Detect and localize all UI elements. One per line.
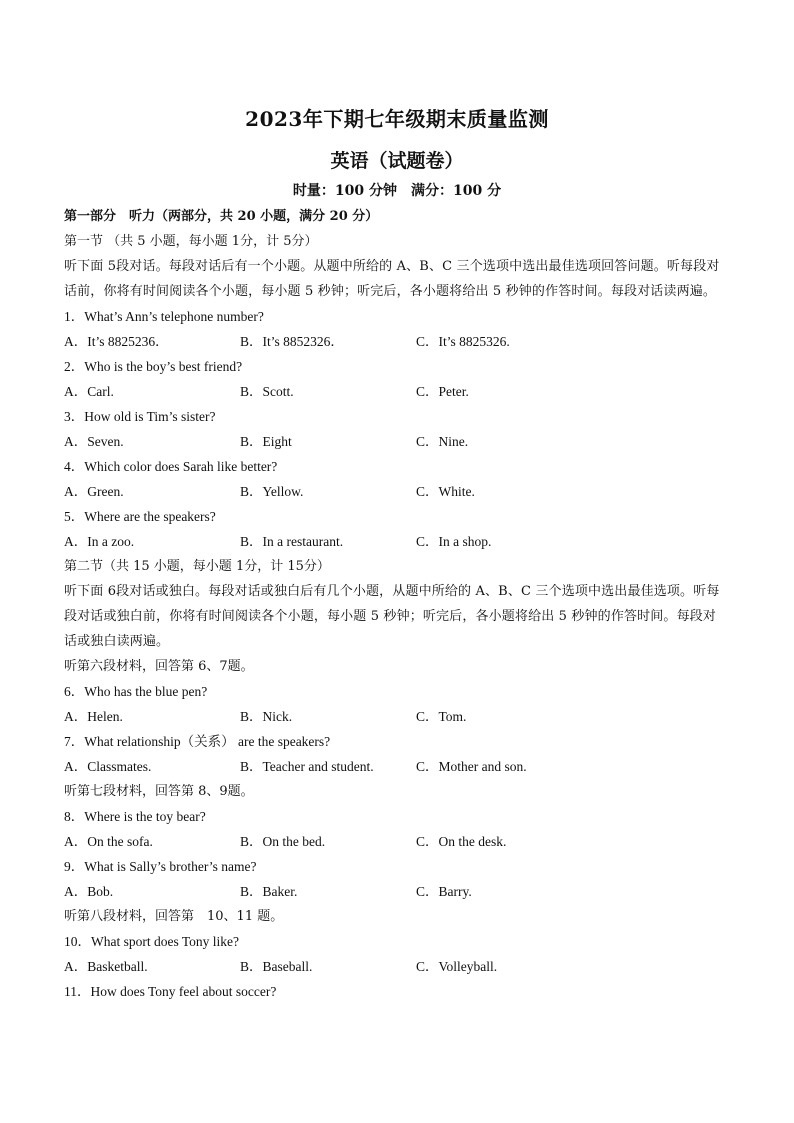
- question-2-option-b: B．Scott.: [240, 384, 294, 399]
- question-6-option-b: B．Nick.: [240, 709, 293, 724]
- question-4-options: [64, 479, 734, 504]
- question-8-option-c: C．On the desk.: [416, 834, 507, 849]
- question-9-option-c: C．Barry.: [416, 884, 472, 899]
- question-2: 2．Who is the boy’s best friend?: [64, 359, 243, 374]
- question-7-options: [64, 754, 734, 779]
- time-and-score-info: 时量：100 分钟 满分：100 分: [292, 183, 502, 199]
- question-4-option-a: A．Green.: [64, 484, 124, 499]
- material-8-instruction: 听第八段材料，回答第 10、11 题。: [64, 909, 284, 924]
- section2-heading: 第二节（共 15 小题，每小题 1分，计 15分）: [64, 559, 330, 574]
- question-7-option-c: C．Mother and son.: [416, 759, 527, 774]
- question-3: 3．How old is Tim’s sister?: [64, 409, 216, 424]
- section1-heading: 第一节 （共 5 小题，每小题 1分，计 5分）: [64, 234, 318, 249]
- question-4: 4．Which color does Sarah like better?: [64, 459, 278, 474]
- question-10-options: [64, 954, 734, 979]
- question-5-options: [64, 529, 734, 554]
- question-5-option-c: C．In a shop.: [416, 534, 492, 549]
- question-2-options: [64, 379, 734, 404]
- question-8-option-b: B．On the bed.: [240, 834, 326, 849]
- question-3-option-c: C．Nine.: [416, 434, 469, 449]
- question-1: 1．What’s Ann’s telephone number?: [64, 309, 264, 324]
- question-6: 6．Who has the blue pen?: [64, 684, 208, 699]
- exam-content: [64, 204, 734, 1004]
- question-5-option-b: B．In a restaurant.: [240, 534, 344, 549]
- question-1-option-a: A．It’s 8825236．: [64, 334, 169, 349]
- question-10-option-c: C．Volleyball.: [416, 959, 498, 974]
- question-3-option-a: A．Seven.: [64, 434, 124, 449]
- question-2-option-a: A．Carl.: [64, 384, 114, 399]
- question-10-option-b: B．Baseball.: [240, 959, 313, 974]
- question-9-options: [64, 879, 734, 904]
- question-5: 5．Where are the speakers?: [64, 509, 216, 524]
- question-7: 7．What relationship（关系） are the speakers?: [64, 734, 331, 749]
- question-1-option-b: B．It’s 8852326．: [240, 334, 344, 349]
- question-9-option-b: B．Baker.: [240, 884, 298, 899]
- question-5-option-a: A．In a zoo.: [64, 534, 135, 549]
- question-10-option-a: A．Basketball.: [64, 959, 148, 974]
- exam-title: 2023年下期七年级期末质量监测: [245, 107, 549, 131]
- part1-heading: 第一部分 听力（两部分，共 20 小题，满分 20 分）: [64, 209, 379, 224]
- exam-subtitle: 英语（试题卷）: [330, 150, 464, 172]
- question-1-options: [64, 329, 734, 354]
- question-7-option-a: A．Classmates.: [64, 759, 152, 774]
- question-2-option-c: C．Peter.: [416, 384, 469, 399]
- question-8-options: [64, 829, 734, 854]
- question-3-option-b: B．Eight: [240, 434, 292, 449]
- question-6-option-a: A．Helen.: [64, 709, 123, 724]
- question-1-option-c: C．It’s 8825326.: [416, 334, 510, 349]
- question-10: 10．What sport does Tony like?: [64, 934, 240, 949]
- question-11: 11．How does Tony feel about soccer?: [64, 984, 277, 999]
- material-7-instruction: 听第七段材料，回答第 8、9题。: [64, 784, 254, 799]
- section2-instructions: 听下面 6段对话或独白。每段对话或独白后有几个小题，从题中所给的 A、B、C 三个选项中选出最佳选项。听每段对话或独白前，你将有时间阅读各个小题，每小题 5 秒钟；听完后，各小题将给出 5 秒钟的作答时间。每段对话或独白读两遍。: [64, 584, 720, 649]
- question-7-option-b: B．Teacher and student.: [240, 759, 374, 774]
- question-9-option-a: A．Bob.: [64, 884, 114, 899]
- material-6-instruction: 听第六段材料，回答第 6、7题。: [64, 659, 254, 674]
- question-3-options: [64, 429, 734, 454]
- question-6-options: [64, 704, 734, 729]
- question-9: 9．What is Sally’s brother’s name?: [64, 859, 257, 874]
- question-8-option-a: A．On the sofa.: [64, 834, 153, 849]
- section1-instructions: 听下面 5段对话。每段对话后有一个小题。从题中所给的 A、B、C 三个选项中选出最佳选项回答问题。听每段对话前，你将有时间阅读各个小题，每小题 5 秒钟；听完后，各小题将给出 5 秒钟的作答时间。每段对话读两遍。: [64, 259, 720, 299]
- question-4-option-c: C．White.: [416, 484, 475, 499]
- question-8: 8．Where is the toy bear?: [64, 809, 206, 824]
- question-6-option-c: C．Tom.: [416, 709, 467, 724]
- question-4-option-b: B．Yellow.: [240, 484, 304, 499]
